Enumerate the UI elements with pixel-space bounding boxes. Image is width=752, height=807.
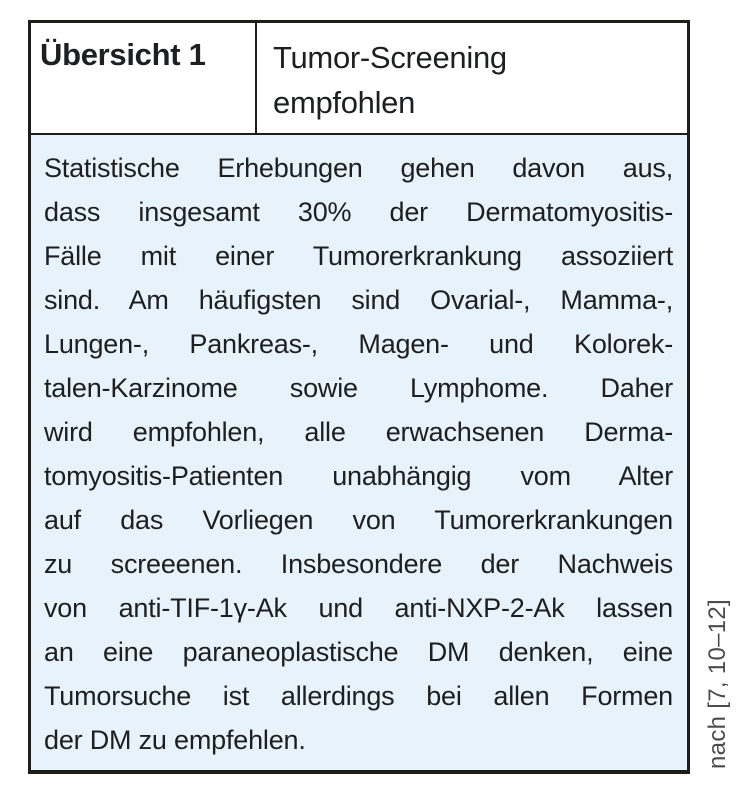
- overview-box: [28, 20, 690, 774]
- body-text-line: wird empfohlen, alle erwachsenen Derma-: [44, 417, 673, 447]
- body-text-line: zu screeenen. Insbesondere der Nachweis: [44, 549, 673, 579]
- body-text-line: talen-Karzinome sowie Lymphome. Daher: [44, 373, 673, 403]
- source-reference: nach [7, 10–12]: [704, 599, 731, 769]
- body-text-line: von anti-TIF-1γ-Ak und anti-NXP-2-Ak lassen: [44, 593, 673, 623]
- overview-label: Übersicht 1: [31, 23, 257, 133]
- body-text-line: der DM zu empfehlen.: [44, 725, 306, 755]
- overview-title-line: Tumor-Screening: [273, 40, 507, 75]
- body-text-line: Statistische Erhebungen gehen davon aus,: [44, 153, 673, 183]
- overview-header: [31, 23, 687, 135]
- body-text-line: an eine paraneoplastische DM denken, eine: [44, 637, 673, 667]
- overview-title-line: empfohlen: [273, 85, 416, 120]
- body-text-line: dass insgesamt 30% der Dermatomyositis-: [44, 197, 673, 227]
- body-text-line: Tumorsuche ist allerdings bei allen Formen: [44, 681, 673, 711]
- overview-body-text: [31, 135, 687, 770]
- body-text-line: tomyositis-Patienten unabhängig vom Alter: [44, 461, 673, 491]
- body-text-line: Fälle mit einer Tumorerkrankung assoziiert: [44, 241, 673, 271]
- body-text-line: Lungen-, Pankreas-, Magen- und Kolorek-: [44, 329, 673, 359]
- body-text-line: auf das Vorliegen von Tumorerkrankungen: [44, 505, 673, 535]
- body-text-line: sind. Am häufigsten sind Ovarial-, Mamma-,: [44, 285, 673, 315]
- overview-title: [257, 23, 687, 133]
